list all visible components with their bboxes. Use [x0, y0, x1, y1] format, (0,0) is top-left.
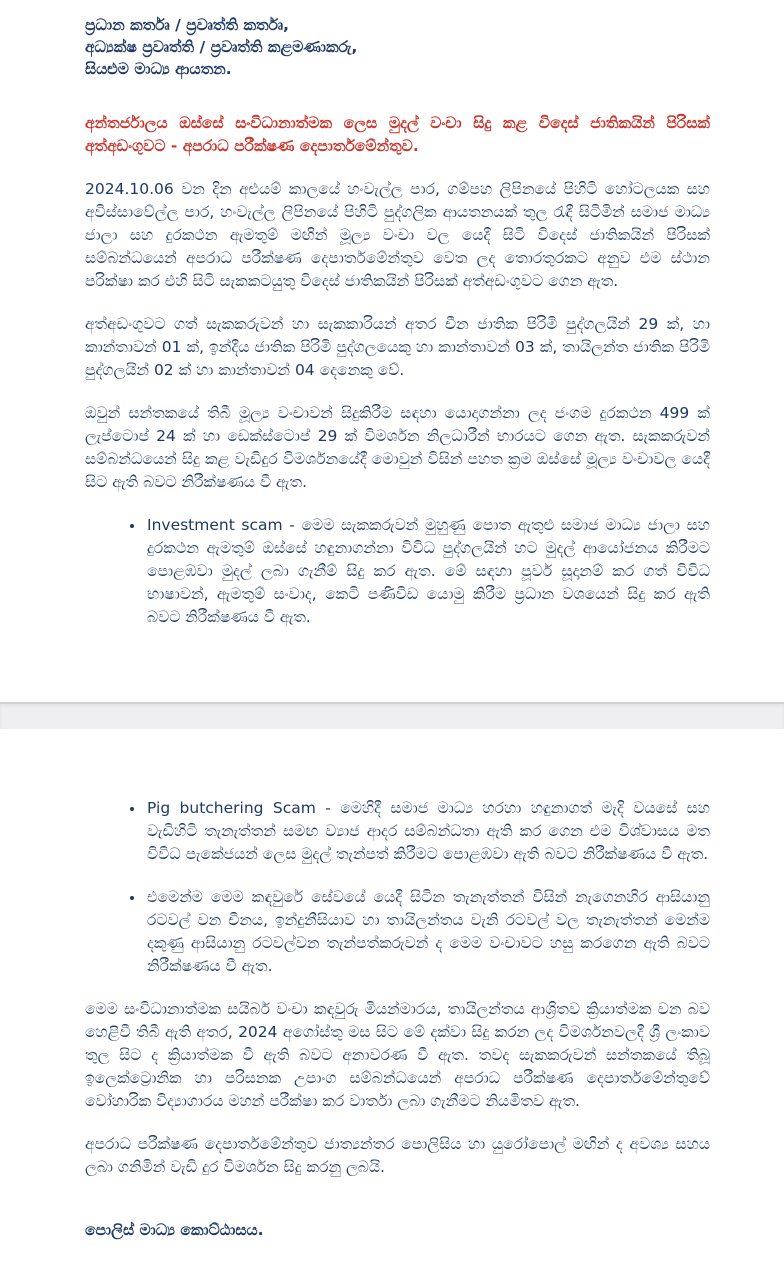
body-paragraph-arrest-details: 2024.10.06 වන දින අළුයම් කාලයේ හංවැල්ල පාර, ගම්පහ ලිපිනයේ පිහිටි හෝටලයක සහ අවිස්සාවේල්ල පාර, හංවැල්ල ලිපිනයේ පිහිටි පුද්ගලික ආයතනයක් තුල රැඳී සිටිමින් සමාජ මාධ්‍ය ජාලා සහ දුරකථන ඇමතුම් මඟින් මූල්‍ය වංචා වල යෙදී සිටි විදෙස් ජාතිකයින් පිරිසක් සම්බන්ධයෙන් අපරාධ පරීක්ෂණ දෙපාර්තමේන්තුව වෙත ලද තොරතුරකට අනුව එම ස්ථාන පරික්ෂා කර එහි සිටි සැකකටයුතු විදෙස් ජාතිකයින් පිරිසක් අත්අඩංගුවට ගෙන ඇත.: [85, 180, 710, 290]
recipient-line: ප්‍රධාන කර්තෘ / ප්‍රවෘත්ති කර්තෘ,: [85, 16, 289, 34]
recipient-address-block: [85, 14, 710, 80]
scam-methods-list-page2: [85, 797, 710, 978]
body-paragraph-seized-devices: ඔවුන් සන්තකයේ තිබී මූල්‍ය වංචාවන් සිදුකිරීම සඳහා යොදාගන්නා ලද ජංගම දුරකථන 499 ක් ලැප්ටොප් 24 ක් හා ඩෙක්ස්ටොප් 29 ක් විමර්ශන නිලධාරීන් භාරයට ගෙන ඇත. සැකකරුවන් සම්බන්ධයෙන් සිදු කළ වැඩිදුර විමර්ශනයේදී මොවුන් විසින් පහත ක්‍රම ඔස්සේ මූල්‍ය වංචාවල යෙදී සිට ඇති බවට නිරීක්ෂණය වී ඇත.: [85, 404, 710, 491]
body-paragraph-interpol-europol: අපරාධ පරීක්ෂණ දෙපාර්තමේන්තුව ජාත්‍යන්තර පොලිසිය හා යුරෝපොල් මඟින් ද අවශ්‍ය සහය ලබා ගනිමින් වැඩි දුර විමර්ශන සිදු කරනු ලබයි.: [85, 1135, 710, 1176]
bullet-camp-victims: • එමෙන්ම මෙම කඳවුරේ සේවයේ යෙදී සිටින තැනැත්තන් විසින් නැගෙනහිර ආසියානු රටවල් වන චීනය, ඉන්දුනීසියාව හා තායිලන්තය වැනි රටවල් වල තැනැත්තන් මෙන්ම දකුණු ආසියානු රටවල්වන තැන්පත්කරුවන් ද මෙම වංචාවට හසු කරගෙන ඇති බවට නිරීක්ෂණය වී ඇත.: [145, 886, 710, 978]
police-media-division-signoff: පොලිස් මාධ්‍ය කොට්ඨාසය.: [85, 1221, 264, 1239]
bullet-investment-scam: • Investment scam - මෙම සැකකරුවන් මුහුණු පොත ඇතුළු සමාජ මාධ්‍ය ජාලා සහ දුරකථන ඇමතුම් ඔස්සේ හඳුනාගන්නා විවිධ පුද්ගලයින් හට මුදල් ආයෝජනය කිරීමට පොළඹවා මුදල් ලබා ගැනීම් සිදු කර ඇත. මේ සඳහා පූර්ව සූදානම් කර ගත් විවිධ භාෂාවන්, ඇමතුම් සංවාද, කෙටි පණිවිඩ යොමු කිරීම ප්‍රධාන වශයෙන් සිදු කර ඇති බවට නිරීක්ෂණය වී ඇත.: [145, 514, 710, 629]
recipient-line: සියළුම මාධ්‍ය ආයතන.: [85, 60, 232, 78]
document-page-2: [0, 729, 784, 1280]
recipient-line: අධ්‍යක්ෂ ප්‍රවෘත්ති / ප්‍රවෘත්ති කළමණාකරු,: [85, 38, 358, 56]
scam-methods-list-page1: [85, 514, 710, 629]
body-paragraph-cyber-camps: මෙම සංවිධානාත්මක සයිබර් වංචා කඳවුරු මියන්මාරය, තායිලන්තය ආශ්‍රිතව ක්‍රියාත්මක වන බව හෙළිවී තිබී ඇති අතර, 2024 අගෝස්තු මස සිට මේ දක්වා සිදු කරන ලද විමර්ශනවලදී ශ්‍රී ලංකාව තුල සිට ද ක්‍රියාත්මක වී ඇති බවට අනාවරණ වී ඇත. තවද සැකකරුවන් සන්තකයේ තිබූ ඉලෙක්ට්‍රොනික හා පරිසනක උපාංග සම්බන්ධයෙන් අපරාධ පරීක්ෂණ දෙපාර්තමේන්තුවේ වෝහාරික විද්‍යාගාරය මහන් පරීක්ෂා කර වාර්තා ලබා ගැනීමට නියමිතව ඇත.: [85, 1000, 710, 1110]
bullet-pig-butchering-scam: • Pig butchering Scam - මෙහිදී සමාජ මාධ්‍ය හරහා හඳුනාගත් මැදි වයසේ සහ වැඩිහිටි තැනැත්තන් සමඟ ව්‍යාජ ආදර සම්බන්ධතා ඇති කර ගෙන එම විශ්වාසය මත විවිධ පැකේජයන් ලෙස මුදල් තැන්පත් කිරීමට පොළඹවා ඇති බවට නිරීක්ෂණය වී ඇත.: [145, 797, 710, 866]
body-paragraph-suspect-counts: අත්අඩංගුවට ගත් සැකකරුවන් හා සැකකාරියන් අතර චීන ජාතික පිරිමි පුද්ගලයින් 29 ක්, හා කාන්තාවන් 01 ක්, ඉන්දීය ජාතික පිරිමි පුද්ගලයෙකු හා කාන්තාවන් 03 ක්, තායිලන්ත ජාතික පිරිමි පුද්ගලයින් 02 ක් හා කාන්තාවන් 04 දෙනෙකු වේ.: [85, 315, 710, 379]
page-separator-band: [0, 702, 784, 729]
press-release-headline: අන්තර්ජාලය ඔස්සේ සංවිධානාත්මක ලෙස මුදල් වංචා සිදු කළ විදෙස් ජාතිකයින් පිරිසක් අත්අඩංගුවට - අපරාධ පරීක්ෂණ දෙපාර්තමේන්තුව.: [85, 114, 710, 155]
